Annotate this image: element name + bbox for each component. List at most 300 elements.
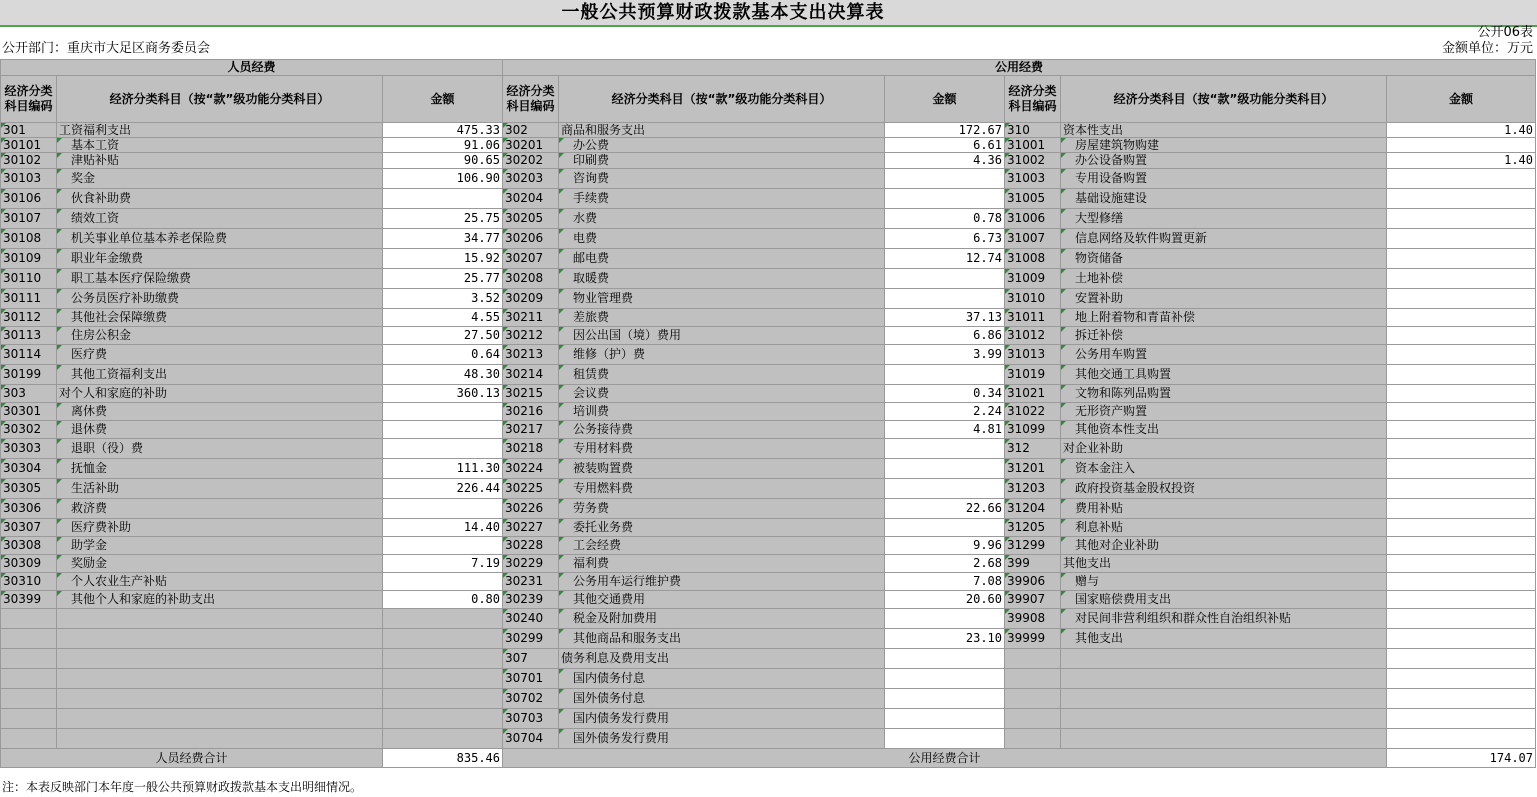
table-row: [1, 345, 1536, 365]
personnel-total-value: 835.46: [383, 749, 503, 768]
name-cell: 专用燃料费: [559, 479, 885, 499]
table-row: [1, 499, 1536, 519]
table-row: [1, 327, 1536, 345]
code-cell: 31003: [1005, 169, 1061, 189]
code-cell: 30111: [1, 289, 57, 309]
name-cell: 安置补助: [1061, 289, 1387, 309]
name-cell: 退职（役）费: [57, 439, 383, 459]
amount-cell: [885, 479, 1005, 499]
name-cell: 其他支出: [1061, 629, 1387, 649]
name-cell: 拆迁补偿: [1061, 327, 1387, 345]
name-cell: 国外债务发行费用: [559, 729, 885, 749]
code-cell: 30301: [1, 403, 57, 421]
code-cell: 30212: [503, 327, 559, 345]
code-cell: [1, 629, 57, 649]
name-cell: 会议费: [559, 385, 885, 403]
name-cell: 公务接待费: [559, 421, 885, 439]
name-cell: 其他工资福利支出: [57, 365, 383, 385]
code-cell: 31203: [1005, 479, 1061, 499]
name-cell: 大型修缮: [1061, 209, 1387, 229]
code-cell: 301: [1, 123, 57, 138]
code-cell: 30399: [1, 591, 57, 609]
amount-cell: 3.52: [383, 289, 503, 309]
amount-cell: [885, 689, 1005, 709]
code-cell: 31205: [1005, 519, 1061, 537]
name-cell: 对个人和家庭的补助: [57, 385, 383, 403]
code-cell: [1005, 709, 1061, 729]
amount-cell: [1387, 555, 1536, 573]
table-row: [1, 649, 1536, 669]
name-cell: 因公出国（境）费用: [559, 327, 885, 345]
code-cell: 30224: [503, 459, 559, 479]
code-cell: 39907: [1005, 591, 1061, 609]
code-cell: 30701: [503, 669, 559, 689]
amount-cell: 6.73: [885, 229, 1005, 249]
name-cell: 维修（护）费: [559, 345, 885, 365]
expenditure-table: [0, 59, 1536, 768]
code-cell: 30305: [1, 479, 57, 499]
code-cell: 39908: [1005, 609, 1061, 629]
name-cell: 其他支出: [1061, 555, 1387, 573]
personnel-total-label: 人员经费合计: [1, 749, 383, 768]
code-cell: 307: [503, 649, 559, 669]
column-header-code: 经济分类科目编码: [1, 76, 57, 123]
code-cell: 30211: [503, 309, 559, 327]
table-row: [1, 189, 1536, 209]
code-cell: 31022: [1005, 403, 1061, 421]
name-cell: 职工基本医疗保险缴费: [57, 269, 383, 289]
name-cell: 租赁费: [559, 365, 885, 385]
amount-cell: [1387, 289, 1536, 309]
table-row: [1, 249, 1536, 269]
name-cell: 物资储备: [1061, 249, 1387, 269]
amount-cell: [885, 439, 1005, 459]
code-cell: 30206: [503, 229, 559, 249]
name-cell: 土地补偿: [1061, 269, 1387, 289]
table-row: [1, 709, 1536, 729]
code-cell: 31099: [1005, 421, 1061, 439]
table-row: [1, 403, 1536, 421]
code-cell: [1, 669, 57, 689]
amount-cell: 37.13: [885, 309, 1005, 327]
amount-cell: [885, 289, 1005, 309]
amount-cell: [383, 499, 503, 519]
amount-cell: [1387, 327, 1536, 345]
table-row: [1, 479, 1536, 499]
amount-cell: [1387, 385, 1536, 403]
amount-cell: [885, 169, 1005, 189]
name-cell: 物业管理费: [559, 289, 885, 309]
amount-cell: 1.40: [1387, 153, 1536, 169]
code-cell: 31001: [1005, 138, 1061, 153]
name-cell: 债务利息及费用支出: [559, 649, 885, 669]
amount-cell: 6.61: [885, 138, 1005, 153]
code-cell: 30229: [503, 555, 559, 573]
name-cell: [57, 729, 383, 749]
code-cell: 30214: [503, 365, 559, 385]
code-cell: 30101: [1, 138, 57, 153]
amount-cell: [1387, 649, 1536, 669]
code-cell: 30109: [1, 249, 57, 269]
name-cell: 工资福利支出: [57, 123, 383, 138]
name-cell: 公务员医疗补助缴费: [57, 289, 383, 309]
code-cell: 312: [1005, 439, 1061, 459]
name-cell: 赠与: [1061, 573, 1387, 591]
code-cell: [1, 729, 57, 749]
code-cell: 30240: [503, 609, 559, 629]
amount-cell: [1387, 499, 1536, 519]
code-cell: 30103: [1, 169, 57, 189]
code-cell: 31010: [1005, 289, 1061, 309]
code-cell: 31005: [1005, 189, 1061, 209]
code-cell: 30209: [503, 289, 559, 309]
amount-cell: [1387, 729, 1536, 749]
amount-cell: 2.24: [885, 403, 1005, 421]
code-cell: 30226: [503, 499, 559, 519]
amount-cell: 106.90: [383, 169, 503, 189]
code-cell: 30703: [503, 709, 559, 729]
table-row: [1, 537, 1536, 555]
amount-cell: [1387, 609, 1536, 629]
amount-cell: [1387, 209, 1536, 229]
name-cell: 基础设施建设: [1061, 189, 1387, 209]
code-cell: 30204: [503, 189, 559, 209]
code-cell: 30110: [1, 269, 57, 289]
name-cell: 水费: [559, 209, 885, 229]
name-cell: 国外债务付息: [559, 689, 885, 709]
code-cell: 30113: [1, 327, 57, 345]
amount-cell: 25.77: [383, 269, 503, 289]
name-cell: 资本性支出: [1061, 123, 1387, 138]
name-cell: 公务用车购置: [1061, 345, 1387, 365]
amount-cell: [885, 189, 1005, 209]
name-cell: 医疗费补助: [57, 519, 383, 537]
code-cell: 30112: [1, 309, 57, 327]
amount-cell: [1387, 229, 1536, 249]
amount-cell: [1387, 421, 1536, 439]
amount-cell: [885, 365, 1005, 385]
amount-cell: [383, 629, 503, 649]
name-cell: 奖励金: [57, 555, 383, 573]
name-cell: 咨询费: [559, 169, 885, 189]
code-cell: 30310: [1, 573, 57, 591]
name-cell: 退休费: [57, 421, 383, 439]
column-header-amount: 金额: [885, 76, 1005, 123]
amount-cell: [383, 189, 503, 209]
code-cell: 30217: [503, 421, 559, 439]
code-cell: 30199: [1, 365, 57, 385]
amount-cell: [1387, 669, 1536, 689]
name-cell: [57, 649, 383, 669]
code-cell: 30231: [503, 573, 559, 591]
code-cell: 30702: [503, 689, 559, 709]
name-cell: 伙食补助费: [57, 189, 383, 209]
amount-cell: [1387, 309, 1536, 327]
amount-cell: 27.50: [383, 327, 503, 345]
name-cell: 国内债务发行费用: [559, 709, 885, 729]
code-cell: 30218: [503, 439, 559, 459]
code-cell: [1, 709, 57, 729]
name-cell: [57, 629, 383, 649]
name-cell: 绩效工资: [57, 209, 383, 229]
name-cell: 印刷费: [559, 153, 885, 169]
amount-cell: [383, 709, 503, 729]
code-cell: 30307: [1, 519, 57, 537]
code-cell: 30202: [503, 153, 559, 169]
code-cell: [1005, 669, 1061, 689]
table-row: [1, 138, 1536, 153]
table-row: [1, 459, 1536, 479]
name-cell: 其他社会保障缴费: [57, 309, 383, 327]
column-header-code: 经济分类科目编码: [1005, 76, 1061, 123]
amount-cell: 1.40: [1387, 123, 1536, 138]
code-cell: 39999: [1005, 629, 1061, 649]
amount-cell: 4.36: [885, 153, 1005, 169]
amount-cell: 22.66: [885, 499, 1005, 519]
code-cell: [1005, 649, 1061, 669]
code-cell: 31011: [1005, 309, 1061, 327]
name-cell: 委托业务费: [559, 519, 885, 537]
code-cell: 30302: [1, 421, 57, 439]
department-label: 公开部门：重庆市大足区商务委员会: [2, 41, 211, 56]
name-cell: 办公费: [559, 138, 885, 153]
code-cell: 30308: [1, 537, 57, 555]
name-cell: 专用设备购置: [1061, 169, 1387, 189]
code-cell: 30304: [1, 459, 57, 479]
name-cell: 其他资本性支出: [1061, 421, 1387, 439]
amount-cell: 3.99: [885, 345, 1005, 365]
amount-cell: 4.81: [885, 421, 1005, 439]
public-section-header: 公用经费: [503, 60, 1536, 76]
name-cell: 机关事业单位基本养老保险费: [57, 229, 383, 249]
code-cell: [1, 689, 57, 709]
name-cell: 费用补贴: [1061, 499, 1387, 519]
table-row: [1, 169, 1536, 189]
amount-cell: 7.08: [885, 573, 1005, 591]
name-cell: 地上附着物和青苗补偿: [1061, 309, 1387, 327]
code-cell: 30228: [503, 537, 559, 555]
name-cell: [57, 669, 383, 689]
name-cell: 抚恤金: [57, 459, 383, 479]
name-cell: [1061, 669, 1387, 689]
code-cell: 30303: [1, 439, 57, 459]
name-cell: 政府投资基金股权投资: [1061, 479, 1387, 499]
amount-cell: [885, 519, 1005, 537]
name-cell: 住房公积金: [57, 327, 383, 345]
code-cell: 31201: [1005, 459, 1061, 479]
amount-cell: [1387, 169, 1536, 189]
name-cell: 国内债务付息: [559, 669, 885, 689]
table-row: [1, 555, 1536, 573]
amount-cell: [1387, 537, 1536, 555]
code-cell: 30215: [503, 385, 559, 403]
amount-cell: 20.60: [885, 591, 1005, 609]
code-cell: 30102: [1, 153, 57, 169]
amount-cell: 4.55: [383, 309, 503, 327]
amount-cell: [383, 729, 503, 749]
column-header-name: 经济分类科目（按“款”级功能分类科目）: [1061, 76, 1387, 123]
code-cell: 39906: [1005, 573, 1061, 591]
name-cell: 助学金: [57, 537, 383, 555]
code-cell: 302: [503, 123, 559, 138]
amount-cell: [1387, 365, 1536, 385]
table-row: [1, 269, 1536, 289]
name-cell: 信息网络及软件购置更新: [1061, 229, 1387, 249]
name-cell: [1061, 649, 1387, 669]
name-cell: 医疗费: [57, 345, 383, 365]
amount-cell: 23.10: [885, 629, 1005, 649]
amount-cell: [383, 573, 503, 591]
amount-cell: 0.78: [885, 209, 1005, 229]
code-cell: 31021: [1005, 385, 1061, 403]
table-row: [1, 365, 1536, 385]
totals-row: [1, 749, 1536, 768]
name-cell: 培训费: [559, 403, 885, 421]
amount-cell: [383, 609, 503, 629]
amount-cell: 360.13: [383, 385, 503, 403]
name-cell: 个人农业生产补贴: [57, 573, 383, 591]
table-row: [1, 591, 1536, 609]
name-cell: 职业年金缴费: [57, 249, 383, 269]
name-cell: 其他对企业补助: [1061, 537, 1387, 555]
amount-cell: [885, 709, 1005, 729]
name-cell: 税金及附加费用: [559, 609, 885, 629]
amount-cell: 90.65: [383, 153, 503, 169]
name-cell: 电费: [559, 229, 885, 249]
name-cell: 公务用车运行维护费: [559, 573, 885, 591]
code-cell: 30309: [1, 555, 57, 573]
name-cell: [57, 689, 383, 709]
code-cell: 30306: [1, 499, 57, 519]
amount-cell: [1387, 249, 1536, 269]
amount-cell: [1387, 519, 1536, 537]
name-cell: 对民间非营利组织和群众性自治组织补贴: [1061, 609, 1387, 629]
personnel-section-header: 人员经费: [1, 60, 503, 76]
name-cell: 工会经费: [559, 537, 885, 555]
name-cell: 邮电费: [559, 249, 885, 269]
name-cell: 奖金: [57, 169, 383, 189]
amount-cell: [1387, 459, 1536, 479]
public-total-value: 174.07: [1387, 749, 1536, 768]
amount-cell: 9.96: [885, 537, 1005, 555]
amount-cell: 15.92: [383, 249, 503, 269]
amount-cell: [1387, 189, 1536, 209]
name-cell: 取暖费: [559, 269, 885, 289]
table-row: [1, 209, 1536, 229]
name-cell: 离休费: [57, 403, 383, 421]
code-cell: 30704: [503, 729, 559, 749]
name-cell: 文物和陈列品购置: [1061, 385, 1387, 403]
name-cell: 被装购置费: [559, 459, 885, 479]
code-cell: 31009: [1005, 269, 1061, 289]
amount-cell: 14.40: [383, 519, 503, 537]
amount-cell: 6.86: [885, 327, 1005, 345]
table-row: [1, 573, 1536, 591]
code-cell: [1, 609, 57, 629]
amount-cell: [1387, 479, 1536, 499]
column-header-code: 经济分类科目编码: [503, 76, 559, 123]
name-cell: 国家赔偿费用支出: [1061, 591, 1387, 609]
amount-cell: 111.30: [383, 459, 503, 479]
code-cell: 30216: [503, 403, 559, 421]
name-cell: 房屋建筑物购建: [1061, 138, 1387, 153]
table-row: [1, 309, 1536, 327]
amount-cell: 25.75: [383, 209, 503, 229]
amount-cell: [1387, 709, 1536, 729]
code-cell: 30107: [1, 209, 57, 229]
name-cell: 其他交通费用: [559, 591, 885, 609]
code-cell: 30108: [1, 229, 57, 249]
amount-cell: 0.64: [383, 345, 503, 365]
code-cell: 31299: [1005, 537, 1061, 555]
code-cell: 31006: [1005, 209, 1061, 229]
name-cell: [57, 609, 383, 629]
code-cell: 31204: [1005, 499, 1061, 519]
name-cell: 基本工资: [57, 138, 383, 153]
table-row: [1, 289, 1536, 309]
amount-cell: [885, 649, 1005, 669]
name-cell: 专用材料费: [559, 439, 885, 459]
amount-cell: [1387, 689, 1536, 709]
name-cell: 其他交通工具购置: [1061, 365, 1387, 385]
amount-cell: [383, 403, 503, 421]
code-cell: 30208: [503, 269, 559, 289]
table-row: [1, 629, 1536, 649]
code-cell: 30205: [503, 209, 559, 229]
name-cell: 对企业补助: [1061, 439, 1387, 459]
name-cell: [1061, 709, 1387, 729]
code-cell: 30213: [503, 345, 559, 365]
page-title: 一般公共预算财政拨款基本支出决算表: [561, 2, 885, 23]
amount-cell: [885, 609, 1005, 629]
amount-cell: [1387, 345, 1536, 365]
amount-cell: 0.80: [383, 591, 503, 609]
public-total-label: 公用经费合计: [503, 749, 1387, 768]
name-cell: 其他个人和家庭的补助支出: [57, 591, 383, 609]
amount-cell: 48.30: [383, 365, 503, 385]
amount-cell: [885, 269, 1005, 289]
code-cell: 30106: [1, 189, 57, 209]
amount-cell: [1387, 591, 1536, 609]
column-header-amount: 金额: [1387, 76, 1536, 123]
amount-cell: [885, 459, 1005, 479]
code-cell: 31002: [1005, 153, 1061, 169]
amount-cell: 0.34: [885, 385, 1005, 403]
column-header-name: 经济分类科目（按“款”级功能分类科目）: [57, 76, 383, 123]
table-row: [1, 229, 1536, 249]
name-cell: 办公设备购置: [1061, 153, 1387, 169]
amount-cell: [383, 537, 503, 555]
name-cell: 无形资产购置: [1061, 403, 1387, 421]
name-cell: [1061, 729, 1387, 749]
code-cell: 30239: [503, 591, 559, 609]
amount-cell: [885, 729, 1005, 749]
name-cell: [1061, 689, 1387, 709]
name-cell: 利息补贴: [1061, 519, 1387, 537]
amount-cell: 226.44: [383, 479, 503, 499]
code-cell: 30114: [1, 345, 57, 365]
name-cell: 生活补助: [57, 479, 383, 499]
code-cell: 30227: [503, 519, 559, 537]
amount-cell: 2.68: [885, 555, 1005, 573]
code-cell: 31007: [1005, 229, 1061, 249]
table-row: [1, 519, 1536, 537]
amount-cell: 475.33: [383, 123, 503, 138]
code-cell: 31012: [1005, 327, 1061, 345]
table-row: [1, 153, 1536, 169]
amount-cell: 91.06: [383, 138, 503, 153]
amount-cell: [383, 689, 503, 709]
